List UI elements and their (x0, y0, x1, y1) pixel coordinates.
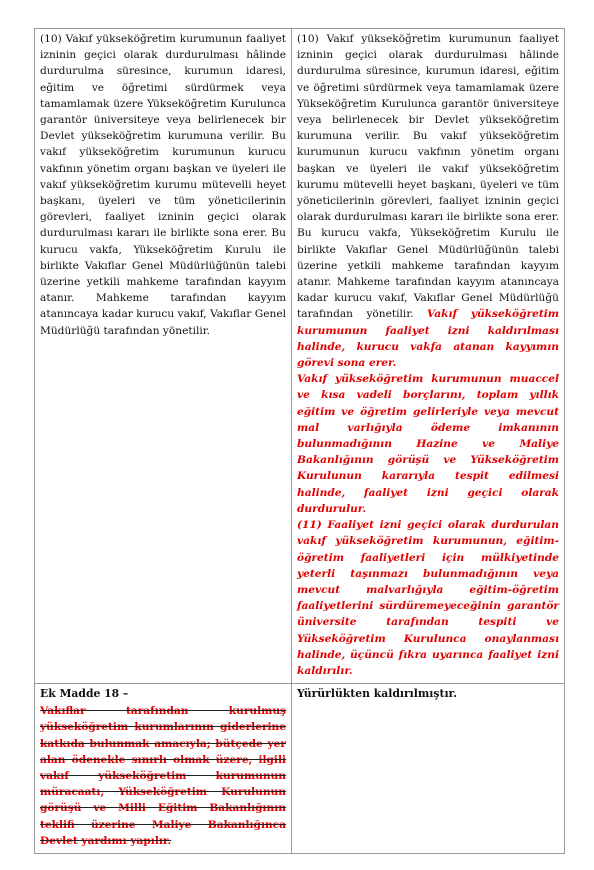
article-heading: Ek Madde 18 – (40, 687, 129, 701)
current-text-cell (35, 29, 292, 684)
added-paragraph: Vakıf yükseköğretim kurumunun muaccel ve kısa vadeli borçlarını, toplam yıllık eğitim ve öğretim gelirleriyle veya mevcut mal varlığıyla ödeme imkanının bulunmadığının Hazine ve Maliye Bakanlığının görüşü ve Yükseköğretim Kurulunun kararıyla tespit edilmesi halinde, faaliyet izni geçici olarak durdurulur. (297, 373, 559, 515)
deleted-text: Vakıflar tarafından kurulmuş yükseköğretim kurumlarının giderlerine katkıda bulunmak amacıyla; bütçede yer alan ödenekle sınırlı olmak üzere, ilgili vakıf yükseköğretim kurumunun müracaatı, Yükseköğretim Kurulunun görüşü ve Milli Eğitim Bakanlığının teklifi üzerine Maliye Bakanlığınca Devlet yardımı yapılır. (40, 705, 286, 847)
proposed-paragraph-10 (297, 31, 559, 371)
current-text-cell (35, 684, 292, 854)
repealed-note: Yürürlükten kaldırılmıştır. (297, 687, 458, 701)
table-row (35, 29, 565, 684)
current-paragraph-10: (10) Vakıf yükseköğretim kurumunun faaliyet izninin geçici olarak durdurulması hâlinde durdurulma süresince, kurumun idaresi, eğitim ve öğretimi sürdürmek veya tamamlamak üzere Yükseköğretim Kurulunca garantör üniversiteye veya belirlenecek bir Devlet yükseköğretim kurumuna verilir. Bu vakıf yükseköğretim kurumunun kurucu vakfının yönetim organı başkan ve üyeleri ile vakıf yükseköğretim kurumu mütevelli heyet başkanı, üyeleri ve tüm yöneticilerinin görevleri, faaliyet izninin geçici olarak durdurulması kararı ile birlikte sona erer. Bu kurucu vakfa, Yükseköğretim Kurulu ile birlikte Vakıflar Genel Müdürlüğünün talebi üzerine yetkili mahkeme tarafından kayyım atanır. Mahkeme tarafından kayyım atanıncaya kadar kurucu vakıf, Vakıflar Genel Müdürlüğü tarafından yönetilir. (40, 33, 286, 337)
added-text: Vakıf yükseköğretim kurumunun faaliyet izni kaldırılması halinde, kurucu vakfa atanan kayyımın görevi sona erer. (297, 308, 559, 370)
table-row (35, 684, 565, 854)
proposed-paragraph-10-text: (10) Vakıf yükseköğretim kurumunun faaliyet izninin geçici olarak durdurulması hâlinde durdurulma süresince, kurumun idaresi, eğitim ve öğretimi sürdürmek veya tamamlamak üzere Yükseköğretim Kurulunca garantör üniversiteye veya belirlenecek bir Devlet yükseköğretim kurumuna verilir. Bu vakıf yükseköğretim kurumunun kurucu vakfının yönetim organı başkan ve üyeleri ile vakıf yükseköğretim kurumu mütevelli heyet başkanı, üyeleri ve tüm yöneticilerinin görevleri, faaliyet izninin geçici olarak durdurulması kararı ile birlikte sona erer. Bu kurucu vakfa, Yükseköğretim Kurulu ile birlikte Vakıflar Genel Müdürlüğünün talebi üzerine yetkili mahkeme tarafından kayyım atanır. Mahkeme tarafından kayyım atanıncaya kadar kurucu vakıf, Vakıflar Genel Müdürlüğü tarafından yönetilir. (297, 33, 559, 321)
proposed-text-cell (292, 29, 565, 684)
comparison-table (34, 28, 565, 854)
proposed-text-cell (292, 684, 565, 854)
added-paragraph-11: (11) Faaliyet izni geçici olarak durdurulan vakıf yükseköğretim kurumunun, eğitim-öğretim faaliyetleri için mülkiyetinde yeterli taşınmazı bulunmadığının veya mevcut malvarlığıyla eğitim-öğretim faaliyetlerini sürdüremeyeceğinin garantör üniversite tarafından tespiti ve Yükseköğretim Kurulunca onaylanması halinde, üçüncü fıkra uyarınca faaliyet izni kaldırılır. (297, 519, 559, 677)
